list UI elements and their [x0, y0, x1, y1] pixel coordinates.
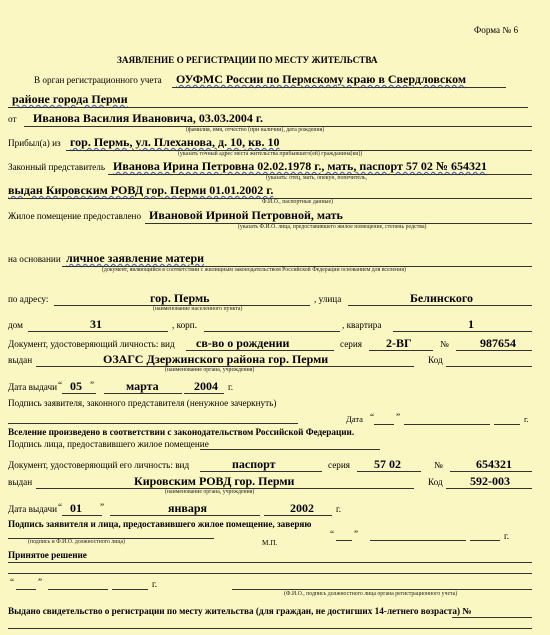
doc2-issued-label: выдан: [8, 477, 33, 487]
doc1-series-line: [369, 350, 433, 351]
address-label: по адресу:: [8, 294, 49, 304]
house-value: 31: [90, 317, 102, 331]
doc1-type-line: [186, 350, 334, 351]
signature1-quote-close: ”: [396, 412, 401, 422]
address-street: Белинского: [410, 291, 474, 305]
doc1-label: Документ, удостоверяющий личность: вид: [8, 339, 175, 349]
doc2-date-year: 2002: [290, 501, 314, 515]
doc2-type-line: [200, 471, 322, 472]
signature1-label: Подпись заявителя, законного представителя (ненужное зачеркнуть): [8, 398, 277, 408]
doc1-quote-close: ”: [90, 380, 95, 390]
certify-month-line: [370, 540, 466, 541]
doc2-series-line: [357, 471, 421, 472]
signature1-year-suffix: г.: [524, 414, 529, 424]
doc1-number-line: [456, 350, 532, 351]
doc2-type: паспорт: [232, 457, 276, 471]
arrived-from-value: гор. Пермь, ул. Плеханова, д. 10, кв. 10: [70, 135, 280, 149]
decision-label: Принятое решение: [8, 550, 87, 560]
housing-value: Ивановой Ириной Петровной, мать: [149, 208, 343, 222]
basis-value: личное заявление матери: [66, 251, 205, 265]
legal-rep-hint-1: (указать: отец, мать, опекун, попечитель,: [266, 175, 367, 181]
doc2-quote-close: ”: [100, 502, 105, 512]
house-label: дом: [8, 320, 23, 330]
doc2-no-label: №: [434, 460, 443, 470]
certificate-line: [8, 628, 532, 629]
doc1-issued-hint: (наименование органа, учреждения): [165, 367, 255, 373]
legal-rep-value-2: выдан Кировским РОВД гор. Перми 01.01.2002 г.: [8, 183, 274, 197]
settlement-title: Вселение произведено в соответствии с законодательством Российской Федерации.: [8, 427, 355, 437]
building-label: , корп.: [172, 320, 197, 330]
address-street-label: , улица: [314, 294, 342, 304]
certificate-label: Выдано свидетельство о регистрации по месту жительства (для граждан, не достигших 14-летнего возраста) №: [8, 606, 472, 616]
certify-stamp-place: М.П.: [262, 539, 278, 547]
decision-line-2: [8, 573, 532, 574]
doc2-date-day-line: [62, 515, 102, 516]
certify-hint: (подпись и Ф.И.О. должностного лица): [28, 539, 125, 545]
doc2-series-label: серия: [328, 460, 351, 470]
signature1-month-line: [404, 424, 490, 425]
registration-body-value-2: районе города Перми: [12, 92, 128, 106]
doc1-no-label: №: [440, 339, 449, 349]
doc2-date-month-line: [110, 515, 260, 516]
doc2-code-label: Код: [428, 477, 443, 487]
certify-quote-open: “: [330, 529, 335, 539]
decision-line-1: [8, 562, 532, 563]
form-number: Форма № 6: [474, 25, 519, 35]
doc2-date-day: 01: [70, 501, 82, 515]
doc2-number: 654321: [476, 457, 512, 471]
decision-quote-close: ”: [38, 577, 43, 587]
doc2-code-line: [446, 488, 532, 489]
decision-month-line: [48, 589, 108, 590]
registration-body-line-1: [172, 87, 506, 88]
doc1-date-year: 2004: [194, 379, 218, 393]
building-line: [204, 331, 340, 332]
doc1-date-month: марта: [126, 379, 159, 393]
arrived-from-label: Прибыл(а) из: [8, 138, 61, 148]
decision-signature-line: [232, 589, 532, 590]
from-value: Иванова Василия Ивановича, 03.03.2004 г.: [33, 111, 263, 125]
address-street-line: [348, 305, 532, 306]
from-hint: (фамилия, имя, отчество (при наличии), дата рождения): [186, 127, 325, 133]
doc2-date-year-suffix: г.: [336, 504, 342, 514]
doc2-code: 592-003: [470, 474, 510, 488]
doc1-number: 987654: [480, 336, 516, 350]
doc1-date-day-line: [62, 393, 96, 394]
address-city: гор. Пермь: [150, 291, 210, 305]
doc2-number-line: [450, 471, 532, 472]
decision-year-line: [112, 589, 148, 590]
doc1-issued-label: выдан: [8, 355, 33, 365]
basis-hint: (документ, являющийся в соответствии с жилищным законодательством Российской Федерации основанием для вселения): [102, 267, 406, 273]
house-line: [28, 331, 168, 332]
basis-label: на основании: [8, 254, 61, 264]
doc1-date-label: Дата выдачи: [8, 382, 58, 392]
doc1-issued-by: ОЗАГС Дзержинского района гор. Перми: [103, 352, 329, 366]
doc2-issued-hint: (наименование органа, учреждения): [165, 489, 255, 495]
doc1-code-line: [446, 366, 532, 367]
decision-year-suffix: г.: [152, 579, 158, 589]
doc2-date-label: Дата выдачи: [8, 504, 58, 514]
signature1-date-label: Дата: [346, 414, 363, 424]
signature1-quote-open: “: [370, 412, 375, 422]
legal-rep-hint-2: Ф.И.О., паспортные данные): [262, 199, 333, 205]
legal-rep-label: Законный представитель: [8, 162, 106, 172]
signature1-year-line: [494, 424, 520, 425]
doc2-issued-by: Кировским РОВД гор. Перми: [134, 474, 295, 488]
certify-label: Подпись заявителя и лица, предоставившего жилое помещение, заверяю: [8, 519, 312, 529]
doc2-date-year-line: [264, 515, 332, 516]
signature1-line: [8, 423, 298, 424]
from-label: от: [8, 114, 17, 124]
doc2-date-month: января: [168, 501, 208, 515]
form-title: ЗАЯВЛЕНИЕ О РЕГИСТРАЦИИ ПО МЕСТУ ЖИТЕЛЬСТВА: [117, 55, 378, 65]
certify-quote-close: ”: [354, 529, 359, 539]
doc1-series-label: серия: [340, 339, 363, 349]
signature1-day-line: [374, 424, 394, 425]
doc1-date-year-suffix: г.: [228, 382, 234, 392]
apartment-line: [393, 331, 532, 332]
apartment-label: , квартира: [342, 320, 382, 330]
decision-quote-open: “: [10, 577, 15, 587]
decision-hint: (Ф.И.О., подпись должностного лица органа регистрационного учета): [284, 591, 458, 597]
settlement-signature-line: [200, 449, 380, 450]
doc1-date-month-line: [104, 393, 182, 394]
registration-body-value-1: ОУФМС России по Пермскому краю в Свердловском: [176, 72, 467, 86]
doc1-quote-open: “: [58, 380, 63, 390]
legal-rep-value-1: Иванова Ирина Петровна 02.02.1978 г., мать, паспорт 57 02 № 654321: [113, 159, 487, 173]
doc1-series: 2-ВГ: [386, 336, 412, 350]
decision-day-line: [16, 589, 36, 590]
doc1-code-label: Код: [428, 355, 443, 365]
doc1-date-day: 05: [70, 379, 82, 393]
doc1-type: св-во о рождении: [196, 336, 290, 350]
registration-body-line-2: [8, 107, 528, 108]
doc1-date-year-line: [184, 393, 224, 394]
apartment-value: 1: [468, 317, 474, 331]
doc2-label: Документ, удостоверяющий его личность: вид: [8, 460, 190, 470]
certify-day-line: [336, 540, 352, 541]
doc2-quote-open: “: [58, 502, 63, 512]
arrived-from-hint: (указать точный адрес места жительства прибывшего(ей) гражданина(ки)): [178, 151, 363, 157]
certificate-number-line: [452, 617, 532, 618]
housing-hint: (указать Ф.И.О. лица, предоставившего жилое помещение, степень родства): [238, 224, 427, 230]
doc2-series: 57 02: [374, 457, 401, 471]
certify-year-suffix: г.: [504, 531, 510, 541]
settlement-signature-label: Подпись лица, предоставившего жилое помещение: [8, 439, 209, 449]
address-city-hint: (наименование населенного пункта): [153, 306, 243, 312]
housing-label: Жилое помещение предоставлено: [8, 211, 142, 221]
certify-year-line: [470, 540, 500, 541]
registration-body-label: В орган регистрационного учета: [34, 75, 162, 85]
